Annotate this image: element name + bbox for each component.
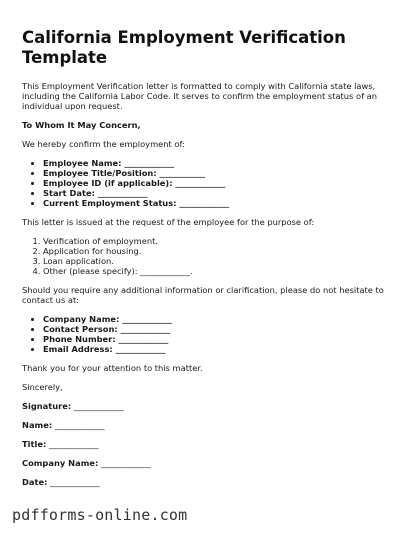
- document-title: California Employment Verification Template: [22, 28, 346, 67]
- company-name-field: [22, 458, 394, 468]
- watermark-text: pdfforms-online.com: [12, 506, 188, 524]
- employee-field-list: [22, 158, 394, 208]
- company-field-list: [22, 314, 394, 354]
- date-field: [22, 477, 394, 487]
- list-item: • Employee Title/Position: ___________: [43, 168, 394, 178]
- closing-line: Sincerely,: [22, 382, 63, 392]
- title-field: [22, 439, 394, 449]
- list-item: 4. Other (please specify): ____________.: [43, 266, 394, 276]
- list-item: • Contact Person: ____________: [43, 324, 394, 334]
- intro-paragraph: This Employment Verification letter is formatted to comply with California state laws, including the California Labor Code. It serves to confirm the employment status of an individual upon request.: [22, 81, 377, 111]
- name-field: [22, 420, 394, 430]
- name-label: Name:: [22, 420, 53, 430]
- list-item: 2. Application for housing.: [43, 246, 394, 256]
- title-blank: ____________: [48, 439, 99, 449]
- list-item: • Start Date: ____________: [43, 188, 394, 198]
- contact-line: Should you require any additional information or clarification, please do not hesitate to contact us at:: [22, 285, 384, 305]
- company-name-blank: ____________: [100, 458, 151, 468]
- confirm-line: We hereby confirm the employment of:: [22, 139, 185, 149]
- title-label: Title:: [22, 439, 47, 449]
- signature-label: Signature:: [22, 401, 72, 411]
- list-item: 1. Verification of employment.: [43, 236, 394, 246]
- signature-field: [22, 401, 394, 411]
- thanks-line: Thank you for your attention to this matter.: [22, 363, 203, 373]
- date-blank: ____________: [50, 477, 100, 487]
- date-label: Date:: [22, 477, 48, 487]
- list-item: • Phone Number: ____________: [43, 334, 394, 344]
- purpose-list: [22, 236, 394, 276]
- list-item: • Company Name: ____________: [43, 314, 394, 324]
- list-item: 3. Loan application.: [43, 256, 394, 266]
- list-item: • Employee ID (if applicable): ____________: [43, 178, 394, 188]
- list-item: • Current Employment Status: ____________: [43, 198, 394, 208]
- document-page: [22, 28, 394, 496]
- signature-blank: ____________: [73, 401, 124, 411]
- salutation: To Whom It May Concern,: [22, 120, 141, 130]
- company-name-label: Company Name:: [22, 458, 99, 468]
- purpose-line: This letter is issued at the request of the employee for the purpose of:: [22, 217, 315, 227]
- list-item: • Employee Name: ____________: [43, 158, 394, 168]
- list-item: • Email Address: ____________: [43, 344, 394, 354]
- name-blank: ____________: [54, 420, 105, 430]
